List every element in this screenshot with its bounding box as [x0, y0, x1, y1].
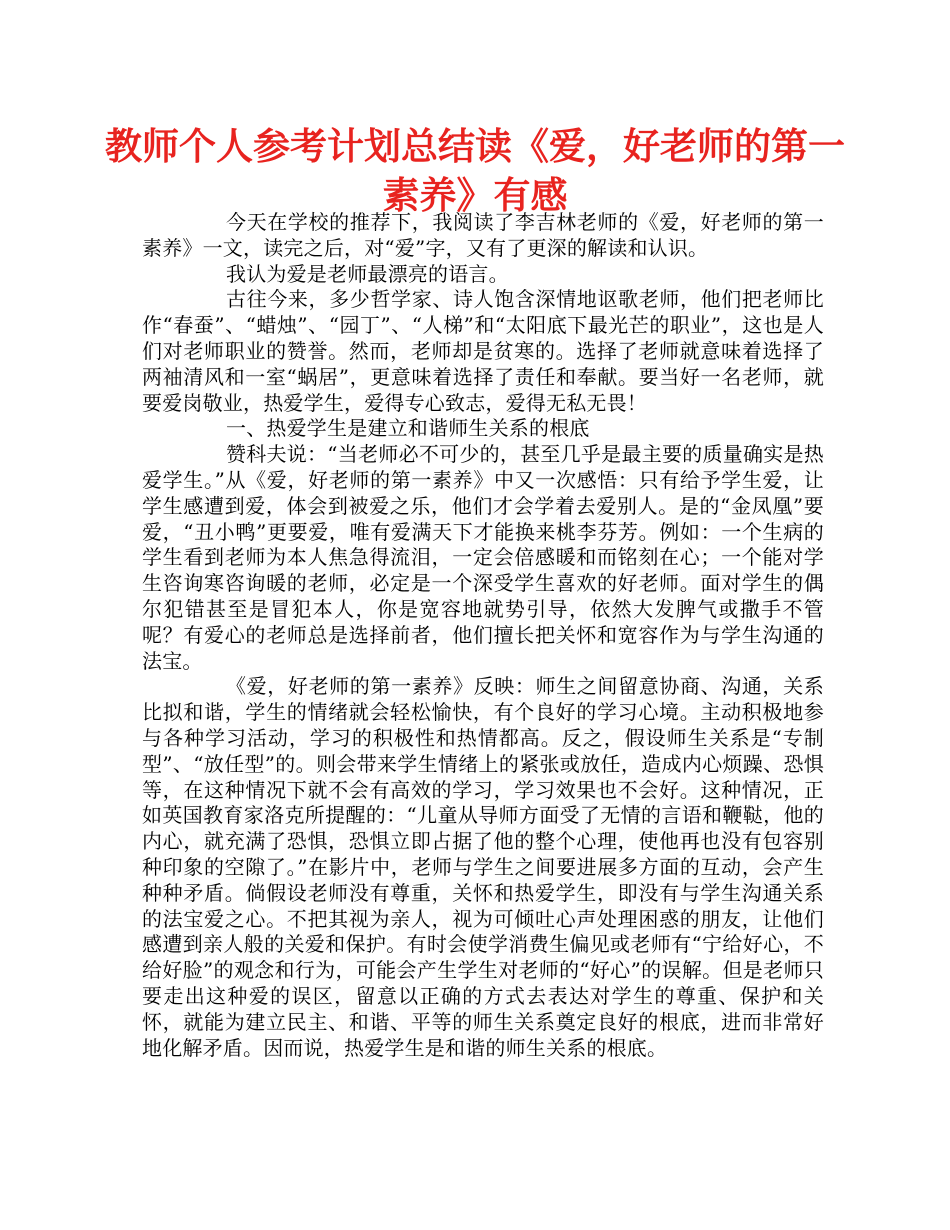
paragraph-zankov-quote: 赞科夫说：“当老师必不可少的，甚至几乎是最主要的质量确实是热爱学生。”从《爱，好老师的第一素养》中又一次感悟：只有给予学生爱，让学生感遭到爱，体会到被爱之乐，他们才会学着去爱别人。是的“金凤凰”要爱，“丑小鸭”更要爱，唯有爱满天下才能换来桃李芬芳。例如：一个生病的学生看到老师为本人焦急得流泪，一定会倍感暖和而铭刻在心；一个能对学生咨询寒咨询暖的老师，必定是一个深受学生喜欢的好老师。面对学生的偶尔犯错甚至是冒犯本人，你是宽容地就势引导，依然大发脾气或撒手不管呢？有爱心的老师总是选择前者，他们擅长把关怀和宽容作为与学生沟通的法宝。: [142, 442, 824, 673]
section-heading-1: 一、热爱学生是建立和谐师生关系的根底: [226, 416, 590, 441]
document-title: 教师个人参考计划总结读《爱，好老师的第一素养》有感: [105, 125, 845, 217]
paragraph-thesis: 我认为爱是老师最漂亮的语言。: [226, 261, 509, 286]
document-body: [142, 210, 824, 1061]
paragraph-intro: 今天在学校的推荐下，我阅读了李吉林老师的《爱，好老师的第一素养》一文，读完之后，对“爱”字，又有了更深的解读和认识。: [142, 210, 824, 260]
paragraph-teacher-praise: 古往今来，多少哲学家、诗人饱含深情地讴歌老师，他们把老师比作“春蚕”、“蜡烛”、“园丁”、“人梯”和“太阳底下最光芒的职业”，这也是人们对老师职业的赞誉。然而，老师却是贫寒的。选择了老师就意味着选择了两袖清风和一室“蜗居”，更意味着选择了责任和奉献。要当好一名老师，就要爱岗敬业，热爱学生，爱得专心致志，爱得无私无畏！: [142, 287, 824, 415]
paragraph-teacher-student-relationship: 《爱，好老师的第一素养》反映：师生之间留意协商、沟通，关系比拟和谐，学生的情绪就会轻松愉快，有个良好的学习心境。主动积极地参与各种学习活动，学习的积极性和热情都高。反之，假设师生关系是“专制型”、“放任型”的。则会带来学生情绪上的紧张或放任，造成内心烦躁、恐惧等，在这种情况下就不会有高效的学习，学习效果也不会好。这种情况，正如英国教育家洛克所提醒的：“儿童从导师方面受了无情的言语和鞭鞑，他的内心，就充满了恐惧，恐惧立即占据了他的整个心理，使他再也没有包容别种印象的空隙了。”在影片中，老师与学生之间要进展多方面的互动，会产生种种矛盾。倘假设老师没有尊重，关怀和热爱学生，即没有与学生沟通关系的法宝爱之心。不把其视为亲人，视为可倾吐心声处理困惑的朋友，让他们感遭到亲人般的关爱和保护。有时会使学消费生偏见或老师有“宁给好心，不给好脸”的观念和行为，可能会产生学生对老师的“好心”的误解。但是老师只要走出这种爱的误区，留意以正确的方式去表达对学生的尊重、保护和关怀，就能为建立民主、和谐、平等的师生关系奠定良好的根底，进而非常好地化解矛盾。因而说，热爱学生是和谐的师生关系的根底。: [142, 674, 824, 1060]
